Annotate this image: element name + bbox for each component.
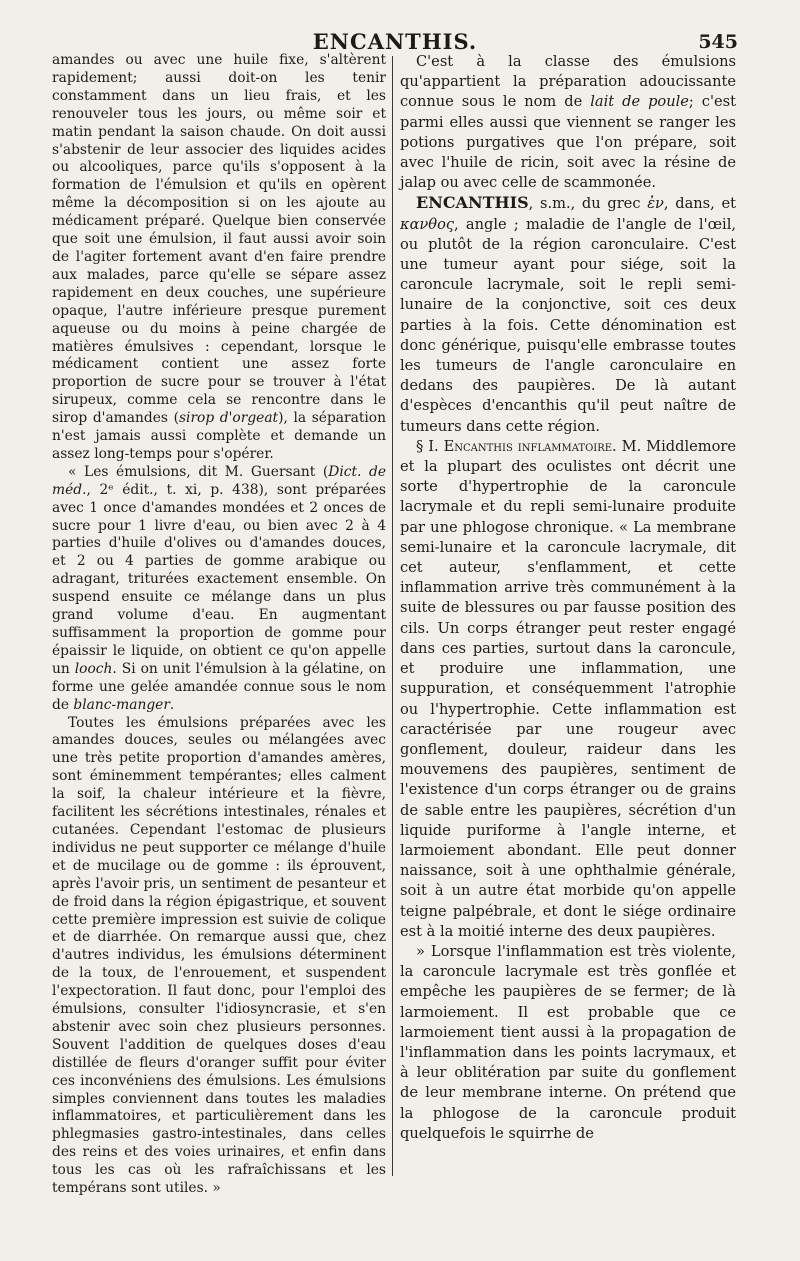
- right-paragraph-1: C'est à la classe des émulsions qu'appartient la préparation adoucissante connue sous le nom de lait de poule; c'est parmi elles aussi que viennent se ranger les potions purgatives que l'on prépare, soit avec l'huile de ricin, soit avec la résine de jalap ou avec celle de scammonée.: [400, 53, 736, 192]
- page-number: 545: [698, 31, 738, 53]
- left-paragraph-1: amandes ou avec une huile fixe, s'altèrent rapidement; aussi doit-on les tenir constamment dans un lieu frais, et les renouveler tous les jours, ou même soir et matin pendant la saison chaude. On doit aussi s'abstenir de leur associer des liquides acides ou alcooliques, parce qu'ils s'opposent à la formation de l'émulsion et qu'ils en opèrent même la décomposition si on les ajoute au médicament préparé. Quelque bien conservée que soit une émulsion, il faut aussi avoir soin de l'agiter fortement avant d'en faire prendre aux malades, parce qu'elle se sépare assez rapidement en deux couches, une supérieure opaque, l'autre inférieure presque purement aqueuse ou du moins à peine chargée de matières émulsives : cependant, lorsque le médicament contient une assez forte proportion de sucre pour se trouver à l'état sirupeux, comme cela se rencontre dans le sirop d'amandes (sirop d'orgeat), la séparation n'est jamais aussi complète et demande un assez long-temps pour s'opérer.: [52, 52, 386, 462]
- running-title: ENCANTHIS.: [312, 29, 478, 54]
- left-paragraph-2: « Les émulsions, dit M. Guersant (Dict. de méd., 2ᵉ édit., t. xi, p. 438), sont préparées avec 1 once d'amandes mondées et 2 onces de sucre pour 1 livre d'eau, ou bien avec 2 à 4 parties d'huile d'olives ou d'amandes douces, et 2 ou 4 parties de gomme arabique ou adragant, triturées exactement ensemble. On suspend ensuite ce mélange dans un plus grand volume d'eau. En augmentant suffisamment la proportion de gomme pour épaissir le liquide, on obtient ce qu'on appelle un looch. Si on unit l'émulsion à la gélatine, on forme une gelée amandée connue sous le nom de blanc-manger.: [52, 463, 386, 713]
- section-inflammatory: § I. Encanthis inflammatoire. M. Middlemore et la plupart des oculistes ont décrit une sorte d'hypertrophie de la caroncule lacrymale et du repli semi-lunaire produite par une phlogose chronique. « La membrane semi-lunaire et la caroncule lacrymale, dit cet auteur, s'enflamment, et cette inflammation arrive très communément à la suite de blessures ou par fausse position des cils. Un corps étranger peut rester engagé dans ces parties, surtout dans la caroncule, et produire une inflammation, une suppuration, et conséquemment l'atrophie ou l'hypertrophie. Cette inflammation est caractérisée par une rougeur avec gonflement, douleur, raideur dans les mouvemens des paupières, sentiment de l'existence d'un corps étranger ou de grains de sable entre les paupières, sécrétion d'un liquide puriforme à l'angle interne, et larmoiement abondant. Elle peut donner naissance, soit à une ophthalmie générale, soit à un autre état morbide qu'on appelle teigne palpébrale, et dont le siége ordinaire est à la moitié interne des deux paupières.: [400, 437, 736, 940]
- entry-headword: ENCANTHIS: [416, 193, 529, 213]
- left-column: [52, 52, 386, 1198]
- right-paragraph-4: » Lorsque l'inflammation est très violente, la caroncule lacrymale est très gonflée et empêche les paupières de se fermer; de là larmoiement. Il est probable que ce larmoiement tient aussi à la propagation de l'inflammation dans les points lacrymaux, et à leur oblitération par suite du gonflement de leur membrane interne. On prétend que la phlogose de la caroncule produit quelquefois le squirrhe de: [400, 942, 736, 1142]
- left-paragraph-3: Toutes les émulsions préparées avec les amandes douces, seules ou mélangées avec une très petite proportion d'amandes amères, sont éminemment tempérantes; elles calment la soif, la chaleur intérieure et la fièvre, facilitent les sécrétions intestinales, rénales et cutanées. Cependant l'estomac de plusieurs individus ne peut supporter ce mélange d'huile et de mucilage ou de gomme : ils éprouvent, après l'avoir pris, un sentiment de pesanteur et de froid dans la région épigastrique, et souvent cette première impression est suivie de colique et de diarrhée. On remarque aussi que, chez d'autres individus, les émulsions déterminent de la toux, de l'enrouement, et suspendent l'expectoration. Il faut donc, pour l'emploi des émulsions, consulter l'idiosyncrasie, et s'en abstenir avec soin chez plusieurs personnes. Souvent l'addition de quelques doses d'eau distillée de fleurs d'oranger suffit pour éviter ces inconvéniens des émulsions. Les émulsions simples conviennent dans toutes les maladies inflammatoires, et particulièrement dans les phlegmasies gastro-intestinales, dans celles des reins et des voies urinaires, et enfin dans tous les cas où les rafraîchissans et les tempérans sont utiles. »: [52, 714, 386, 1197]
- entry-encanthis: ENCANTHIS, s.m., du grec ἐν, dans, et κανθος, angle ; maladie de l'angle de l'œil, ou plutôt de la région caronculaire. C'est une tumeur ayant pour siége, soit la caroncule lacrymale, soit le repli semi-lunaire de la conjonctive, soit ces deux parties à la fois. Cette dénomination est donc générique, puisqu'elle embrasse toutes les tumeurs de l'angle caronculaire en dedans des paupières. De là autant d'espèces d'encanthis qu'il peut naître de tumeurs dans cette région.: [400, 193, 736, 435]
- section-title: Encanthis inflammatoire.: [443, 437, 617, 455]
- right-column: [400, 52, 736, 1144]
- column-divider: [392, 56, 393, 1176]
